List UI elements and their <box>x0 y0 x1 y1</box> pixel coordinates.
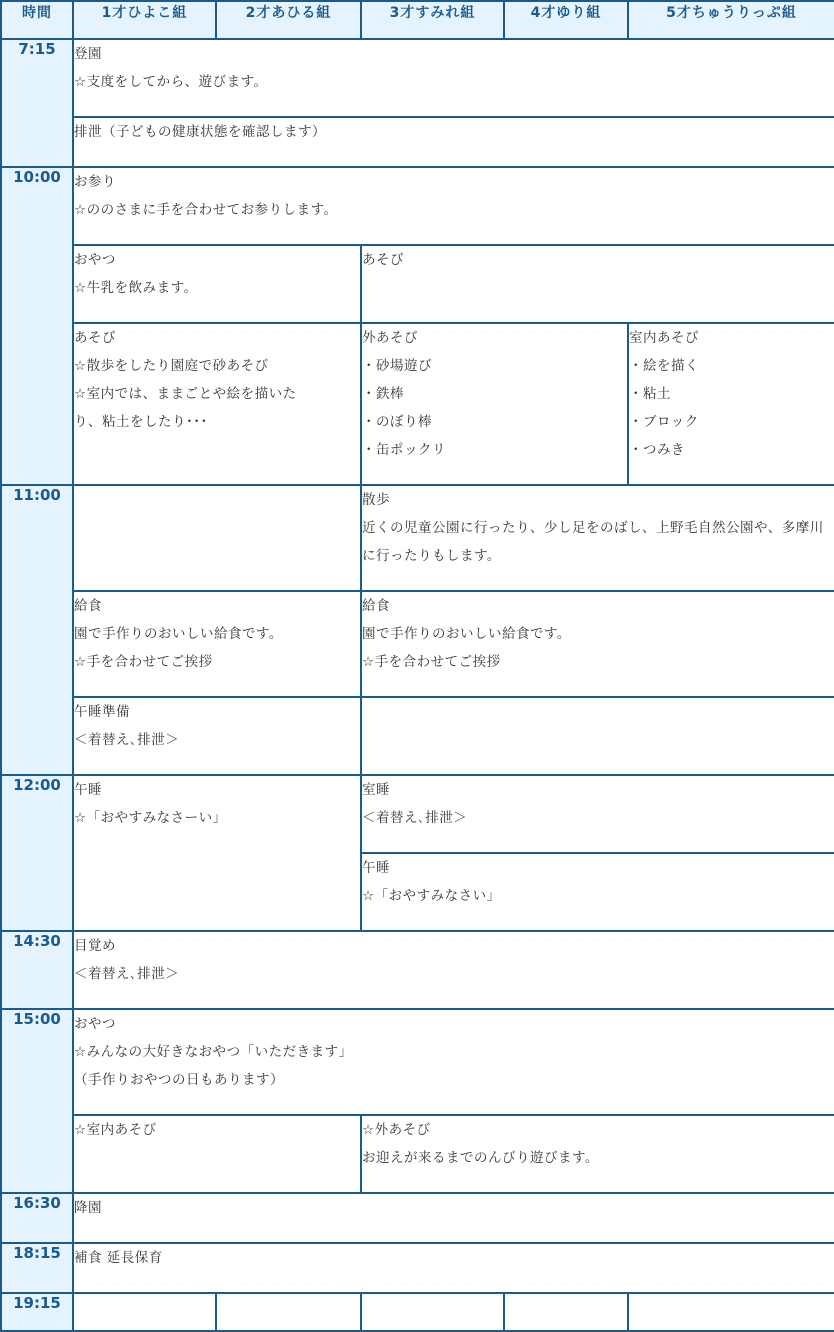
header-sumire: 3才すみれ組 <box>361 1 504 39</box>
time-1430: 14:30 <box>1 931 73 1009</box>
cell-text: ＜着替え､排泄＞ <box>74 966 180 982</box>
table-row <box>1 1193 834 1243</box>
cell-text: あそび <box>74 330 116 346</box>
header-churippu: 5才ちゅうりっぷ組 <box>628 1 834 39</box>
cell-empty <box>216 1293 361 1331</box>
cell-text: ・粘土 <box>629 386 671 402</box>
cell-text: （手作りおやつの日もあります） <box>74 1072 284 1088</box>
table-row <box>1 245 834 323</box>
table-row <box>1 775 834 853</box>
cell-text: 外あそび <box>362 330 418 346</box>
cell-text: ☆室内あそび <box>74 1122 157 1138</box>
header-ahiru: 2才あひる組 <box>216 1 361 39</box>
cell-text: あそび <box>362 252 404 268</box>
time-1100: 11:00 <box>1 485 73 775</box>
time-0715: 7:15 <box>1 39 73 167</box>
cell-text: 登園 <box>74 46 102 62</box>
cell-text: ☆散歩をしたり園庭で砂あそび <box>74 358 269 374</box>
time-1630: 16:30 <box>1 1193 73 1243</box>
cell-text: 午睡 <box>74 782 102 798</box>
cell-text: ☆牛乳を飲みます。 <box>74 280 198 296</box>
cell-text: 午睡準備 <box>74 704 130 720</box>
cell-text: ・のぼり棒 <box>362 414 432 430</box>
cell-text: 近くの児童公園に行ったり、少し足をのばし、上野毛自然公園や、多摩川に行ったりもします。 <box>362 520 824 564</box>
cell-text: ☆ののさまに手を合わせてお参りします。 <box>74 202 338 218</box>
cell-empty <box>504 1293 628 1331</box>
cell-oyatsu-pm <box>73 1009 834 1115</box>
cell-gosui-junbi <box>73 697 361 775</box>
cell-text: 目覚め <box>74 938 116 954</box>
cell-text: ☆手を合わせてご挨拶 <box>362 654 501 670</box>
time-1200: 12:00 <box>1 775 73 931</box>
cell-gosui-older <box>361 853 834 931</box>
header-yuri: 4才ゆり組 <box>504 1 628 39</box>
cell-text: ・缶ポックリ <box>362 442 446 458</box>
cell-asobi-young <box>73 323 361 485</box>
cell-text: 室睡 <box>362 782 390 798</box>
cell-text: ・絵を描く <box>629 358 699 374</box>
cell-omairi <box>73 167 834 245</box>
cell-hoshoku <box>73 1243 834 1293</box>
header-hiyoko: 1才ひよこ組 <box>73 1 216 39</box>
cell-text: ・砂場遊び <box>362 358 432 374</box>
table-row <box>1 697 834 775</box>
cell-text: 園で手作りのおいしい給食です。 <box>362 626 571 642</box>
cell-empty <box>73 1293 216 1331</box>
cell-oyatsu-young <box>73 245 361 323</box>
cell-text: おやつ <box>74 1016 116 1032</box>
table-row <box>1 167 834 245</box>
table-row <box>1 1243 834 1293</box>
cell-text: ☆みんなの大好きなおやつ「いただきます」 <box>74 1044 353 1060</box>
cell-text: ＜着替え､排泄＞ <box>74 732 180 748</box>
cell-text: おやつ <box>74 252 116 268</box>
cell-text: ☆室内では、ままごとや絵を描いたり、粘土をしたり･･･ <box>74 386 297 430</box>
cell-mezame <box>73 931 834 1009</box>
time-1915: 19:15 <box>1 1293 73 1331</box>
cell-sanpo <box>361 485 834 591</box>
cell-text: 給食 <box>362 598 390 614</box>
cell-empty <box>73 485 361 591</box>
cell-text: 室内あそび <box>629 330 699 346</box>
cell-text: 給食 <box>74 598 102 614</box>
time-1815: 18:15 <box>1 1243 73 1293</box>
table-row <box>1 117 834 167</box>
cell-text: 散歩 <box>362 492 390 508</box>
header-row <box>1 1 834 39</box>
cell-text: お迎えが来るまでのんびり遊びます。 <box>362 1150 599 1166</box>
cell-text: ☆支度をしてから、遊びます。 <box>74 74 268 90</box>
cell-text: ☆外あそび <box>362 1122 431 1138</box>
cell-text: ・つみき <box>629 442 685 458</box>
cell-koen <box>73 1193 834 1243</box>
table-row <box>1 1293 834 1331</box>
time-1500: 15:00 <box>1 1009 73 1193</box>
cell-text: お参り <box>74 174 116 190</box>
cell-text: ・鉄棒 <box>362 386 404 402</box>
cell-text: ＜着替え､排泄＞ <box>362 810 468 826</box>
header-time: 時間 <box>1 1 73 39</box>
cell-soto-asobi <box>361 323 628 485</box>
cell-soto-pm <box>361 1115 834 1193</box>
cell-text: ☆「おやすみなさーい」 <box>74 810 227 826</box>
cell-kyushoku-young <box>73 591 361 697</box>
table-row <box>1 323 834 485</box>
cell-shitsunai-asobi <box>628 323 834 485</box>
cell-text: ☆「おやすみなさい」 <box>362 888 501 904</box>
cell-touen <box>73 39 834 117</box>
cell-empty <box>361 1293 504 1331</box>
cell-kyushoku-older <box>361 591 834 697</box>
table-row <box>1 931 834 1009</box>
cell-gosui-young <box>73 775 361 931</box>
cell-text: ☆手を合わせてご挨拶 <box>74 654 213 670</box>
cell-asobi-older <box>361 245 834 323</box>
cell-text: ・ブロック <box>629 414 699 430</box>
cell-text: 補食 延長保育 <box>74 1250 163 1266</box>
table-row <box>1 485 834 591</box>
cell-empty <box>628 1293 834 1331</box>
cell-empty <box>361 697 834 775</box>
cell-shitsu-older <box>361 775 834 853</box>
cell-shitsunai-pm <box>73 1115 361 1193</box>
cell-text: 午睡 <box>362 860 390 876</box>
cell-haisetsu <box>73 117 834 167</box>
table-row <box>1 1009 834 1115</box>
time-1000: 10:00 <box>1 167 73 485</box>
cell-text: 排泄（子どもの健康状態を確認します） <box>74 124 326 140</box>
table-row <box>1 591 834 697</box>
cell-text: 降園 <box>74 1200 102 1216</box>
table-row <box>1 1115 834 1193</box>
table-row <box>1 39 834 117</box>
cell-text: 園で手作りのおいしい給食です。 <box>74 626 283 642</box>
